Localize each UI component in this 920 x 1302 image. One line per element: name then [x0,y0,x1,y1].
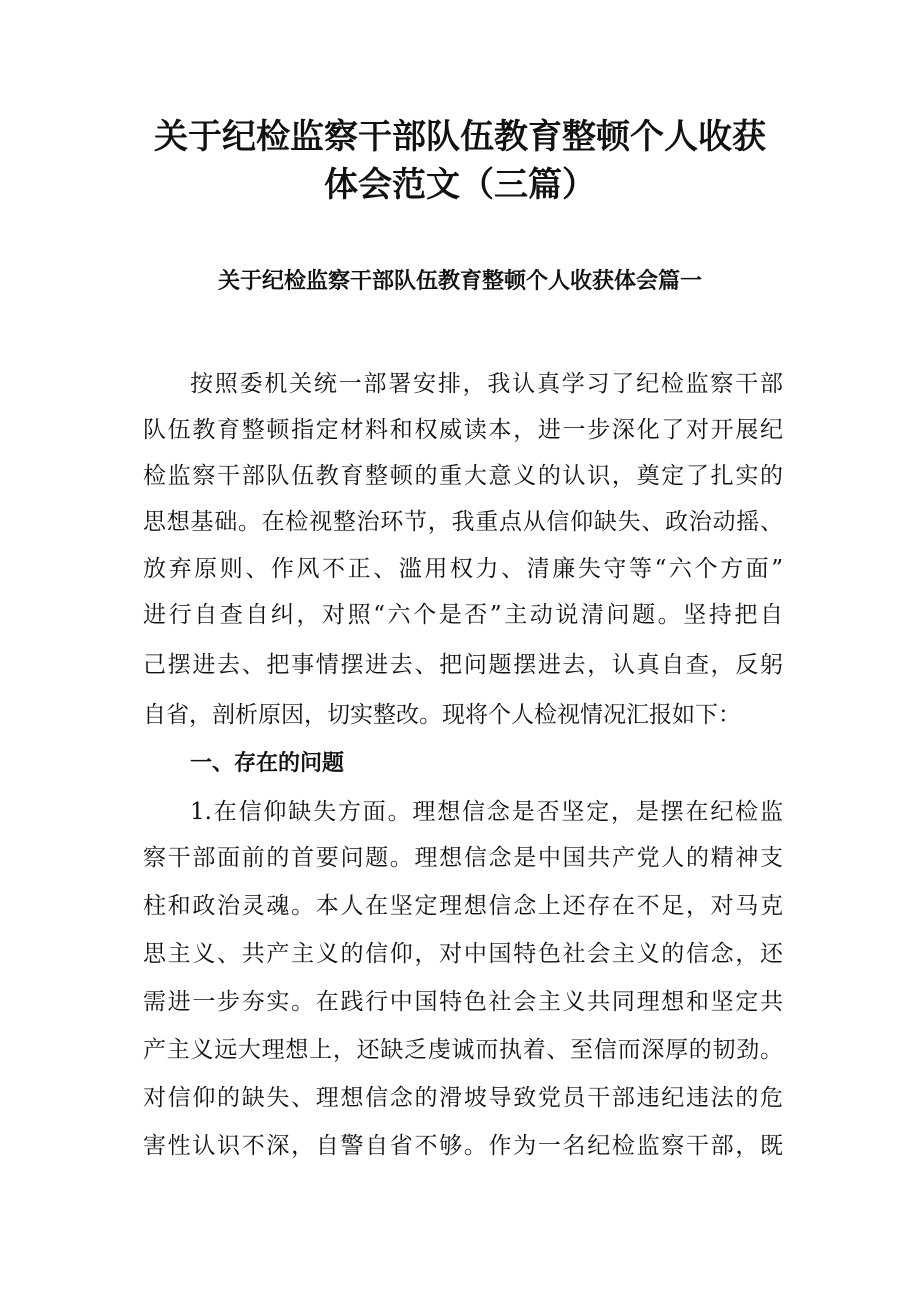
paragraph-line: 对信仰的缺失、理想信念的滑坡导致党员干部违纪违法的危 [143,1085,783,1111]
paragraph-line: 柱和政治灵魂。本人在坚定理想信念上还存在不足，对马克 [143,893,783,919]
paragraph-line: 产主义远大理想上，还缺乏虔诚而执着、至信而深厚的韧劲。 [143,1037,783,1063]
paragraph-line: 害性认识不深，自警自省不够。作为一名纪检监察干部，既 [143,1133,783,1159]
section-heading: 一、存在的问题 [190,751,345,776]
paragraph-line: 己摆进去、把事情摆进去、把问题摆进去，认真自查，反躬 [143,652,783,678]
document-title-line-1: 关于纪检监察干部队伍教育整顿个人收获 [154,117,766,157]
paragraph-line: 按照委机关统一部署安排，我认真学习了纪检监察干部 [190,371,783,397]
paragraph-line: 思主义、共产主义的信仰，对中国特色社会主义的信念，还 [143,941,783,967]
article-subtitle: 关于纪检监察干部队伍教育整顿个人收获体会篇一 [217,269,702,294]
paragraph-line: 1.在信仰缺失方面。理想信念是否坚定，是摆在纪检监 [190,799,783,825]
document-title-line-2: 体会范文（三篇） [324,165,596,205]
paragraph-line: 察干部面前的首要问题。理想信念是中国共产党人的精神支 [143,845,783,871]
paragraph-line: 放弃原则、作风不正、滥用权力、清廉失守等“六个方面” [143,556,783,582]
paragraph-line: 思想基础。在检视整治环节，我重点从信仰缺失、政治动摇、 [143,509,783,535]
paragraph-line: 队伍教育整顿指定材料和权威读本，进一步深化了对开展纪 [143,417,783,443]
paragraph-line: 进行自查自纠，对照“六个是否”主动说清问题。坚持把自 [143,602,783,628]
paragraph-line: 自省，剖析原因，切实整改。现将个人检视情况汇报如下： [143,702,741,728]
paragraph-line: 需进一步夯实。在践行中国特色社会主义共同理想和坚定共 [143,989,783,1015]
paragraph-line: 检监察干部队伍教育整顿的重大意义的认识，奠定了扎实的 [143,463,783,489]
